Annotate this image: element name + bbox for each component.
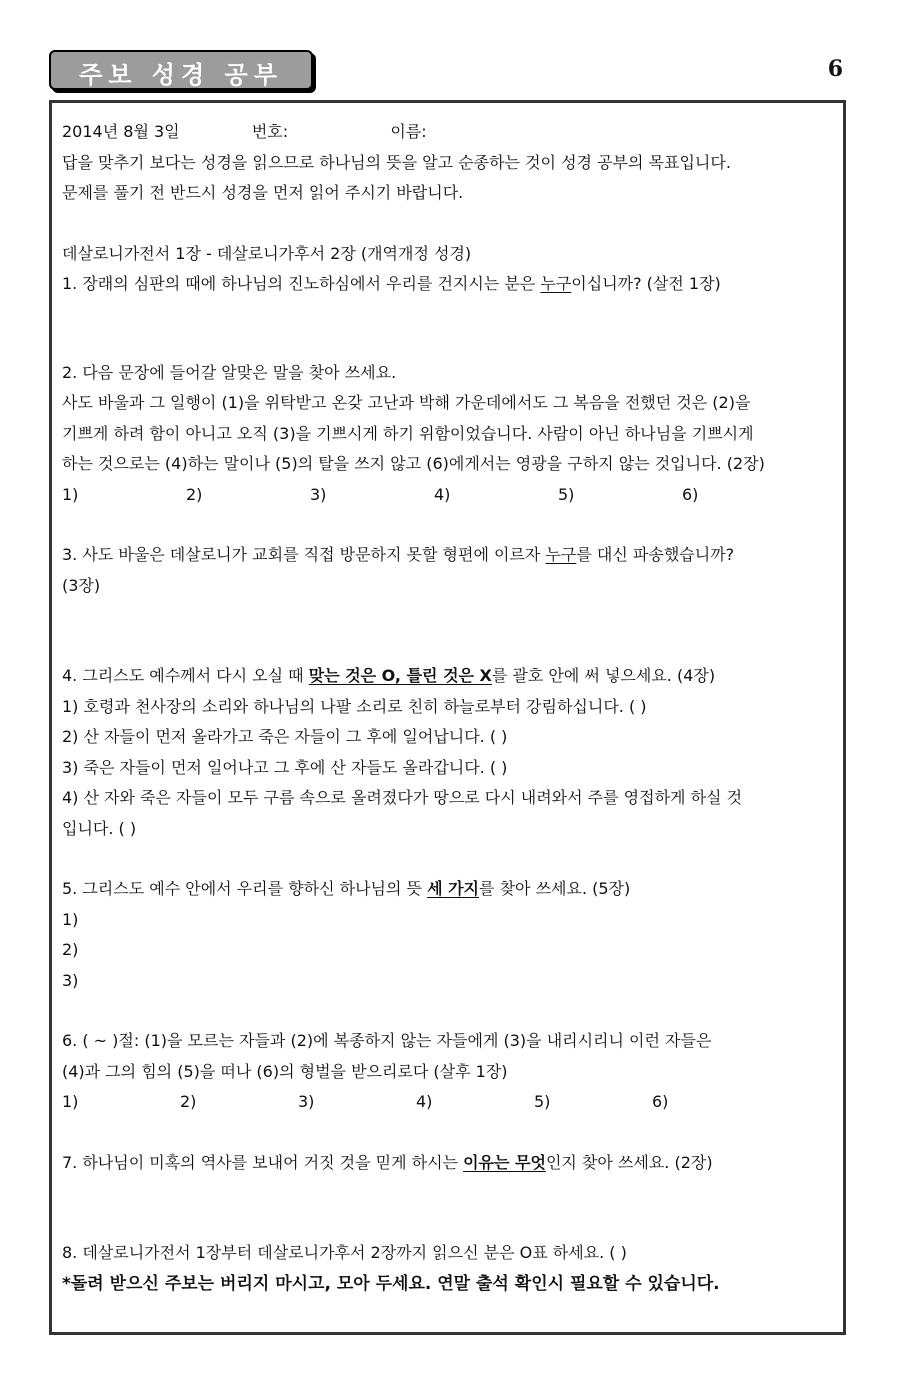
question-4-item-4-cont: 입니다. ( ) bbox=[62, 818, 137, 838]
question-5: 5. 그리스도 예수 안에서 우리를 향하신 하나님의 뜻 세 가지를 찾아 쓰세요. (5장) bbox=[62, 879, 631, 898]
question-8: 8. 데살로니가전서 1장부터 데살로니가후서 2장까지 읽으신 분은 O표 하세요. ( ) bbox=[62, 1243, 627, 1262]
answer-slot: 5) bbox=[558, 484, 575, 504]
answer-slot: 2) bbox=[180, 1092, 197, 1111]
reading-range: 데살로니가전서 1장 - 데살로니가후서 2장 (개역개정 성경) bbox=[62, 243, 472, 263]
intro-line-1: 답을 맞추기 보다는 성경을 읽으므로 하나님의 뜻을 알고 순종하는 것이 성경 공부의 목표입니다. bbox=[62, 152, 731, 172]
question-2-title: 2. 다음 문장에 들어갈 알맞은 말을 찾아 쓰세요. bbox=[62, 362, 397, 382]
answer-slot: 1) bbox=[62, 1092, 79, 1111]
question-2-text-3: 하는 것으로는 (4)하는 말이나 (5)의 탈을 쓰지 않고 (6)에게서는 영광을 구하지 않는 것입니다. (2장) bbox=[62, 454, 765, 473]
question-5-keyword: 세 가지 bbox=[427, 879, 480, 898]
question-4-item-4: 4) 산 자와 죽은 자들이 모두 구름 속으로 올려졌다가 땅으로 다시 내려와서 주를 영접하게 하실 것 bbox=[62, 788, 743, 807]
question-3-chapter: (3장) bbox=[62, 575, 101, 595]
question-5-answer-2: 2) bbox=[62, 940, 79, 959]
header-tab bbox=[49, 50, 313, 90]
question-2-answers bbox=[62, 480, 835, 511]
question-4-item-3: 3) 죽은 자들이 먼저 일어나고 그 후에 산 자들도 올라갑니다. ( ) bbox=[62, 757, 508, 777]
answer-slot: 6) bbox=[652, 1092, 669, 1111]
answer-slot: 3) bbox=[298, 1092, 315, 1111]
question-3: 3. 사도 바울은 데살로니가 교회를 직접 방문하지 못할 형편에 이르자 누구를 대신 파송했습니까? bbox=[62, 545, 735, 564]
answer-slot: 4) bbox=[416, 1092, 433, 1111]
question-6-text-2: (4)과 그의 힘의 (5)을 떠나 (6)의 형벌을 받으리로다 (살후 1장) bbox=[62, 1061, 508, 1081]
question-5-answer-3: 3) bbox=[62, 970, 79, 990]
question-4-item-1: 1) 호령과 천사장의 소리와 하나님의 나팔 소리로 친히 하늘로부터 강림하십니다. ( ) bbox=[62, 696, 647, 716]
question-6-answers bbox=[62, 1087, 835, 1118]
page-number: 6 bbox=[827, 56, 843, 82]
question-6-text-1: 6. ( ~ )절: (1)을 모르는 자들과 (2)에 복종하지 않는 자들에게 (3)을 내리시리니 이런 자들은 bbox=[62, 1031, 712, 1050]
answer-slot: 1) bbox=[62, 484, 79, 504]
question-5-answer-1: 1) bbox=[62, 909, 79, 929]
question-7: 7. 하나님이 미혹의 역사를 보내어 거짓 것을 믿게 하시는 이유는 무엇인지 찾아 쓰세요. (2장) bbox=[62, 1152, 713, 1172]
question-2-text-1: 사도 바울과 그 일행이 (1)을 위탁받고 온갖 고난과 박해 가운데에서도 그 복음을 전했던 것은 (2)을 bbox=[62, 393, 751, 412]
question-4-item-2: 2) 산 자들이 먼저 올라가고 죽은 자들이 그 후에 일어납니다. ( ) bbox=[62, 727, 508, 746]
answer-slot: 5) bbox=[534, 1092, 551, 1111]
question-4: 4. 그리스도 예수께서 다시 오실 때 맞는 것은 O, 틀린 것은 X를 괄호 안에 써 넣으세요. (4장) bbox=[62, 666, 716, 685]
date: 2014년 8월 3일 bbox=[62, 122, 180, 141]
question-3-keyword: 누구 bbox=[545, 545, 577, 564]
worksheet-box bbox=[49, 100, 846, 1335]
question-1: 1. 장래의 심판의 때에 하나님의 진노하심에서 우리를 건지시는 분은 누구이십니까? (살전 1장) bbox=[62, 274, 721, 293]
question-2-text-2: 기쁘게 하려 함이 아니고 오직 (3)을 기쁘시게 하기 위함이었습니다. 사람이 아닌 하나님을 기쁘시게 bbox=[62, 423, 754, 443]
question-4-keyword: 맞는 것은 O, 틀린 것은 X bbox=[308, 666, 492, 685]
answer-slot: 6) bbox=[682, 484, 699, 504]
answer-slot: 4) bbox=[434, 484, 451, 504]
worksheet-content bbox=[62, 117, 835, 1299]
info-row bbox=[62, 117, 835, 148]
question-7-keyword: 이유는 무엇 bbox=[463, 1152, 546, 1172]
notice: *돌려 받으신 주보는 버리지 마시고, 모아 두세요. 연말 출석 확인시 필요할 수 있습니다. bbox=[62, 1273, 720, 1294]
answer-slot: 3) bbox=[310, 484, 327, 504]
name-label: 이름: bbox=[390, 122, 427, 141]
number-label: 번호: bbox=[251, 122, 289, 141]
page-title: 주보 성경 공부 bbox=[79, 61, 283, 89]
question-1-keyword: 누구 bbox=[540, 274, 572, 293]
intro-line-2: 문제를 풀기 전 반드시 성경을 먼저 읽어 주시기 바랍니다. bbox=[62, 183, 464, 202]
answer-slot: 2) bbox=[186, 484, 203, 504]
